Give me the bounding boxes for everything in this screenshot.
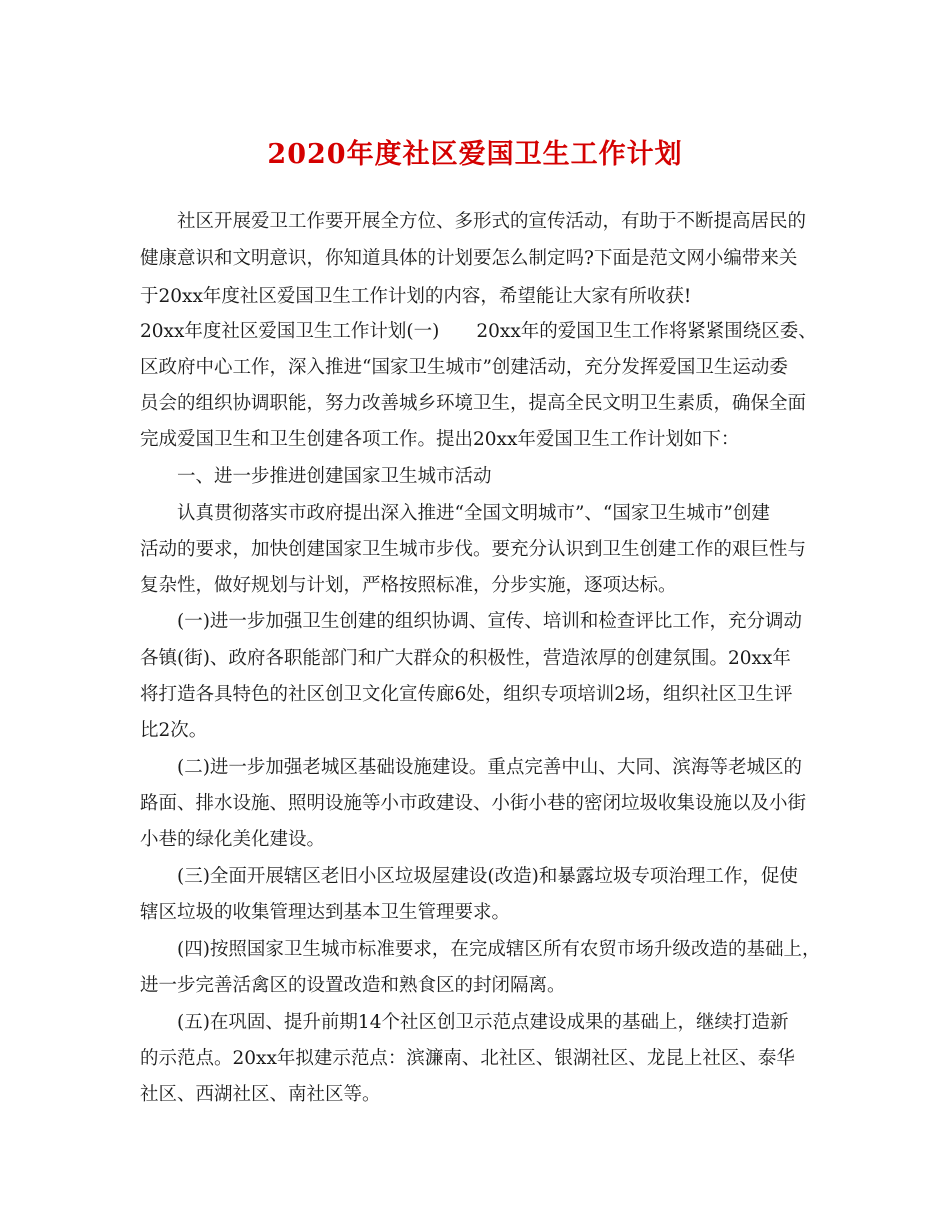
text-line: 进一步完善活禽区的设置改造和熟食区的封闭隔离。 <box>140 975 566 996</box>
text-line: 各镇(街)、政府各职能部门和广大群众的积极性，营造浓厚的创建氛围。20xx年 <box>140 648 791 669</box>
text-line: 20xx年度社区爱国卫生工作计划(一) 20xx年的爱国卫生工作将紧紧围绕区委、 <box>140 321 817 342</box>
text-line: (二)进一步加强老城区基础设施建设。重点完善中山、大同、滨海等老城区的 <box>177 757 802 778</box>
text-line: 活动的要求，加快创建国家卫生城市步伐。要充分认识到卫生创建工作的艰巨性与 <box>140 539 807 560</box>
text-line: (一)进一步加强卫生创建的组织协调、宣传、培训和检查评比工作，充分调动 <box>177 611 802 632</box>
text-line: 复杂性，做好规划与计划，严格按照标准，分步实施，逐项达标。 <box>140 575 677 596</box>
text-line: (五)在巩固、提升前期14个社区创卫示范点建设成果的基础上，继续打造新 <box>177 1012 789 1033</box>
text-line: (四)按照国家卫生城市标准要求，在完成辖区所有农贸市场升级改造的基础上， <box>177 939 821 960</box>
text-line: 将打造各具特色的社区创卫文化宣传廊6处，组织专项培训2场，组织社区卫生评 <box>140 684 793 705</box>
text-line: 辖区垃圾的收集管理达到基本卫生管理要求。 <box>140 902 511 923</box>
text-line: 于20xx年度社区爱国卫生工作计划的内容，希望能让大家有所收获! <box>140 286 692 307</box>
text-line: (三)全面开展辖区老旧小区垃圾屋建设(改造)和暴露垃圾专项治理工作，促使 <box>177 866 798 887</box>
text-line: 小巷的绿化美化建设。 <box>140 829 326 850</box>
text-line: 健康意识和文明意识，你知道具体的计划要怎么制定吗?下面是范文网小编带来关 <box>140 248 798 269</box>
text-line: 认真贯彻落实市政府提出深入推进“全国文明城市”、“国家卫生城市”创建 <box>177 503 770 524</box>
text-line: 员会的组织协调职能，努力改善城乡环境卫生，提高全民文明卫生素质，确保全面 <box>140 393 807 414</box>
section-heading: 一、进一步推进创建国家卫生城市活动 <box>177 466 492 487</box>
text-line: 社区、西湖社区、南社区等。 <box>140 1084 381 1105</box>
text-line: 的示范点。20xx年拟建示范点：滨濂南、北社区、银湖社区、龙昆上社区、泰华 <box>140 1048 795 1069</box>
document-title: 2020年度社区爱国卫生工作计划 <box>267 139 683 170</box>
text-line: 社区开展爱卫工作要开展全方位、多形式的宣传活动，有助于不断提高居民的 <box>177 211 807 232</box>
text-line: 比2次。 <box>140 720 208 741</box>
text-line: 路面、排水设施、照明设施等小市政建设、小街小巷的密闭垃圾收集设施以及小街 <box>140 793 807 814</box>
text-line: 区政府中心工作，深入推进“国家卫生城市”创建活动，充分发挥爱国卫生运动委 <box>140 357 788 378</box>
text-line: 完成爱国卫生和卫生创建各项工作。提出20xx年爱国卫生工作计划如下： <box>140 429 740 450</box>
